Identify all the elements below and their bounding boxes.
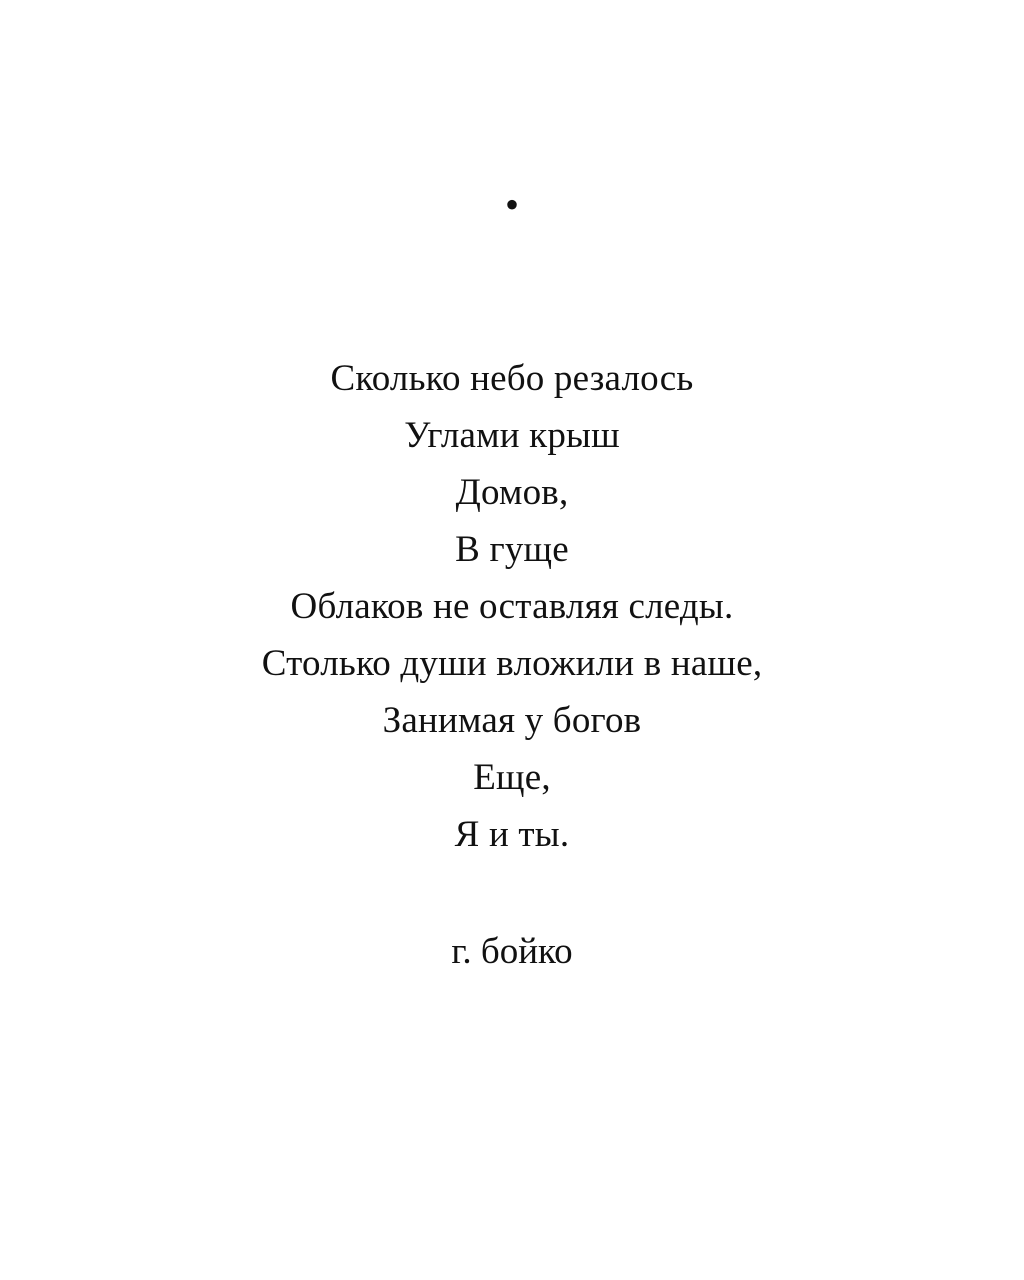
poem-line: В гуще bbox=[455, 529, 569, 570]
poem-line: Я и ты. bbox=[454, 814, 570, 855]
poem-line: Еще, bbox=[473, 757, 551, 798]
poem-body bbox=[262, 350, 763, 863]
poem-line: Столько души вложили в наше, bbox=[261, 643, 763, 684]
author-signature: г. бойко bbox=[451, 931, 573, 972]
poem-line: Углами крыш bbox=[404, 415, 620, 456]
poem-line: Облаков не оставляя следы. bbox=[290, 586, 734, 627]
poem-line: Сколько небо резалось bbox=[330, 358, 694, 399]
poem-line: Домов, bbox=[455, 472, 569, 513]
poem-line: Занимая у богов bbox=[382, 700, 642, 741]
bullet-dot-icon: • bbox=[504, 182, 519, 227]
